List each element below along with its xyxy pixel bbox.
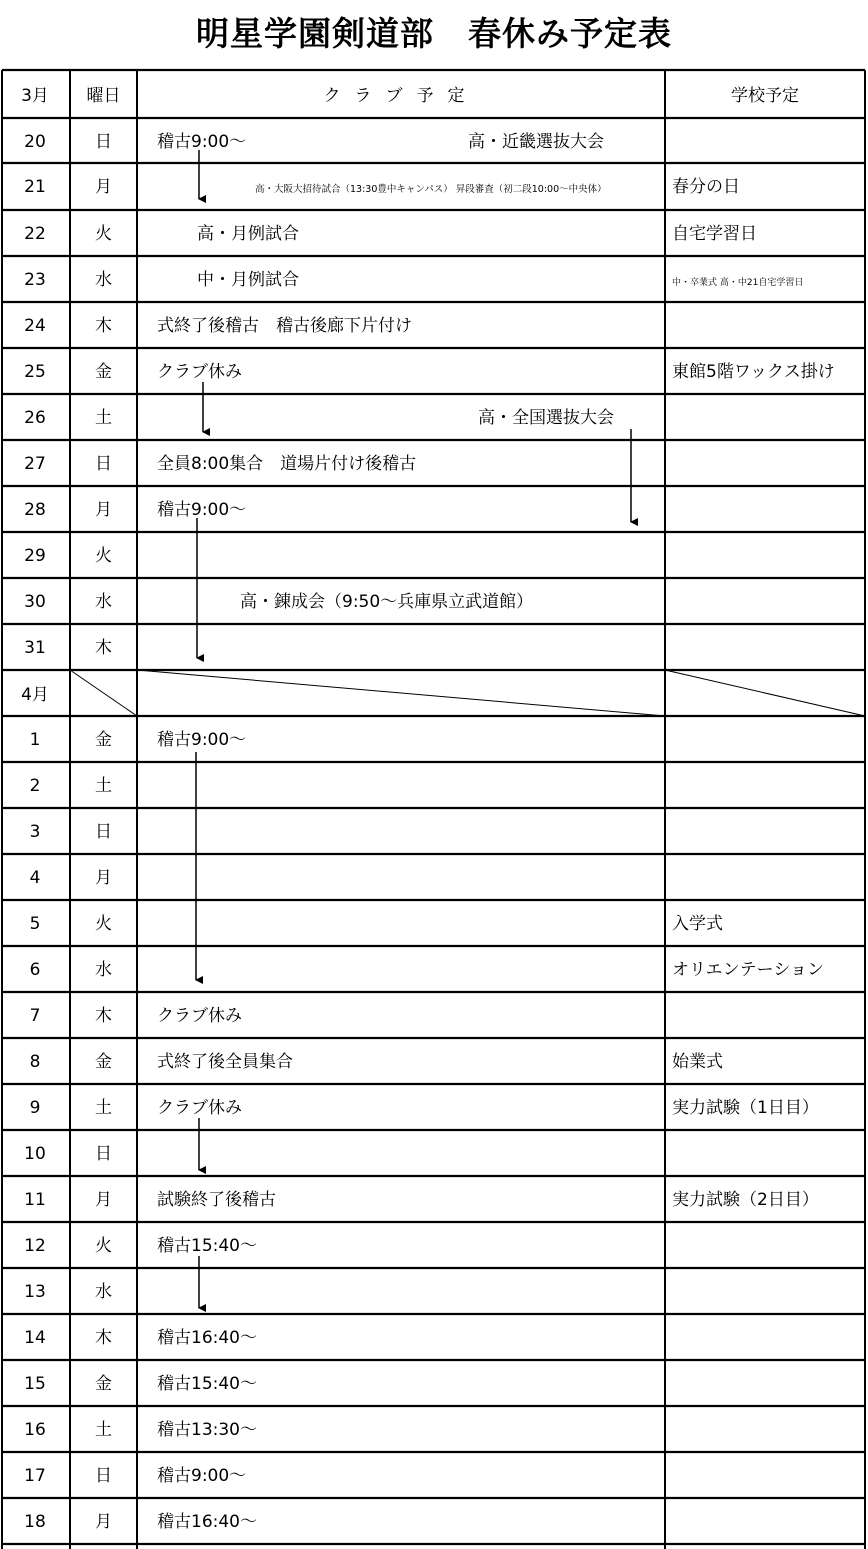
date-cell: 26 [24, 408, 46, 428]
club-cell: 稽古13:30～ [157, 1420, 257, 1440]
weekday-cell: 水 [95, 1282, 112, 1302]
date-cell: 14 [24, 1328, 46, 1348]
weekday-cell: 月 [95, 1190, 112, 1210]
club-cell: 稽古9:00～ [157, 500, 247, 520]
club-cell: 中・月例試合 [197, 270, 299, 290]
club-cell: 稽古16:40～ [157, 1328, 257, 1348]
school-cell: 東館5階ワックス掛け [672, 362, 835, 382]
weekday-cell: 水 [95, 592, 112, 612]
school-cell: 実力試験（2日目） [672, 1190, 819, 1210]
school-cell: 自宅学習日 [672, 224, 757, 244]
weekday-cell: 木 [95, 1006, 112, 1026]
weekday-cell: 日 [95, 1144, 112, 1164]
date-cell: 21 [24, 177, 46, 197]
date-cell: 31 [24, 638, 46, 658]
diagonal-slash [665, 670, 865, 716]
school-cell: 始業式 [672, 1052, 723, 1072]
club-cell: 高・錬成会（9:50～兵庫県立武道館） [240, 592, 534, 612]
date-cell: 23 [24, 270, 46, 290]
date-cell: 4 [29, 868, 41, 888]
diagonal-slash [137, 670, 665, 716]
header-weekday: 曜日 [86, 86, 121, 106]
club-cell: 式終了後全員集合 [157, 1052, 293, 1072]
date-cell: 13 [24, 1282, 46, 1302]
weekday-cell: 月 [95, 1512, 112, 1532]
club-cell: 試験終了後稽古 [157, 1190, 276, 1210]
date-cell: 3 [29, 822, 41, 842]
weekday-cell: 火 [95, 224, 112, 244]
page-title: 明星学園剣道部 春休み予定表 [196, 14, 672, 53]
weekday-cell: 月 [95, 177, 112, 197]
date-cell: 15 [24, 1374, 46, 1394]
date-cell: 20 [24, 132, 46, 152]
date-cell: 22 [24, 224, 46, 244]
date-cell: 30 [24, 592, 46, 612]
club-cell: 全員8:00集合 道場片付け後稽古 [157, 454, 417, 474]
club-cell: 稽古9:00～ [157, 1466, 247, 1486]
school-cell: オリエンテーション [672, 960, 824, 980]
weekday-cell: 木 [95, 316, 112, 336]
weekday-cell: 土 [95, 1420, 112, 1440]
date-cell: 9 [29, 1098, 41, 1118]
date-cell: 7 [29, 1006, 41, 1026]
weekday-cell: 火 [95, 546, 112, 566]
date-cell: 27 [24, 454, 46, 474]
weekday-cell: 土 [95, 408, 112, 428]
date-cell: 24 [24, 316, 46, 336]
date-cell: 12 [24, 1236, 46, 1256]
weekday-cell: 木 [95, 1328, 112, 1348]
school-cell: 中・卒業式 高・中21自宅学習日 [672, 278, 804, 288]
date-cell: 10 [24, 1144, 46, 1164]
weekday-cell: 木 [95, 638, 112, 658]
club-extra-event: 高・近畿選抜大会 [468, 132, 604, 152]
club-cell: 稽古15:40～ [157, 1236, 257, 1256]
weekday-cell: 日 [95, 1466, 112, 1486]
club-cell: 稽古9:00～ [157, 132, 247, 152]
date-cell: 5 [29, 914, 41, 934]
date-cell: 29 [24, 546, 46, 566]
club-cell: クラブ休み [157, 362, 242, 382]
date-cell: 28 [24, 500, 46, 520]
club-cell: 式終了後稽古 稽古後廊下片付け [157, 316, 412, 336]
club-cell: クラブ休み [157, 1098, 242, 1118]
weekday-cell: 土 [95, 1098, 112, 1118]
club-cell: 稽古16:40～ [157, 1512, 257, 1532]
date-cell: 11 [24, 1190, 46, 1210]
club-cell: 高・月例試合 [197, 224, 299, 244]
date-cell: 16 [24, 1420, 46, 1440]
weekday-cell: 火 [95, 1236, 112, 1256]
date-cell: 18 [24, 1512, 46, 1532]
weekday-cell: 日 [95, 454, 112, 474]
club-cell: 高・大阪大招待試合（13:30豊中キャンパス） 昇段審査（初二段10:00～中央体） [255, 184, 607, 195]
date-cell: 8 [29, 1052, 41, 1072]
school-cell: 実力試験（1日目） [672, 1098, 819, 1118]
school-cell: 入学式 [672, 914, 723, 934]
school-cell: 春分の日 [672, 177, 740, 197]
weekday-cell: 月 [95, 500, 112, 520]
weekday-cell: 金 [95, 1374, 112, 1394]
weekday-cell: 日 [95, 132, 112, 152]
club-cell: 稽古15:40～ [157, 1374, 257, 1394]
date-cell: 2 [29, 776, 41, 796]
weekday-cell: 金 [95, 1052, 112, 1072]
weekday-cell: 火 [95, 914, 112, 934]
date-cell: 1 [29, 730, 41, 750]
weekday-cell: 金 [95, 362, 112, 382]
weekday-cell: 月 [95, 868, 112, 888]
header-month: 3月 [21, 86, 49, 106]
weekday-cell: 金 [95, 730, 112, 750]
weekday-cell: 水 [95, 270, 112, 290]
club-cell: クラブ休み [157, 1006, 242, 1026]
date-cell: 6 [29, 960, 41, 980]
date-cell: 17 [24, 1466, 46, 1486]
weekday-cell: 日 [95, 822, 112, 842]
header-school: 学校予定 [731, 86, 799, 106]
weekday-cell: 土 [95, 776, 112, 796]
weekday-cell: 水 [95, 960, 112, 980]
club-cell: 稽古9:00～ [157, 730, 247, 750]
april-label: 4月 [21, 685, 49, 705]
header-club: クラブ予定 [323, 86, 479, 106]
diagonal-slash [70, 670, 137, 716]
club-extra-event: 高・全国選抜大会 [478, 408, 614, 428]
date-cell: 25 [24, 362, 46, 382]
